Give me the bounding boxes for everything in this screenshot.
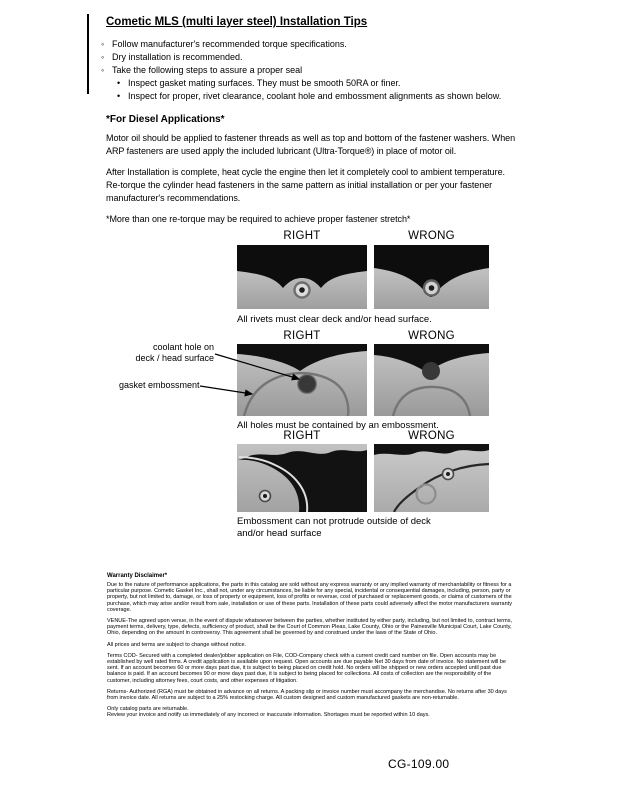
warranty-paragraph: All prices and terms are subject to change without notice.: [107, 641, 247, 648]
rivet-overlap-illustration: [374, 245, 489, 309]
rivet-center: [299, 287, 305, 293]
paragraph: After Installation is complete, heat cycle the engine then let it completely cool to ambient temperature. Re-torque the cylinder head fasteners in the same pattern as initial installation or per your fastener manufacturer's recommendations.: [106, 167, 505, 203]
coolant-hole: [422, 362, 440, 380]
warranty-paragraph: VENUE-The agreed upon venue, in the event of dispute whatsoever between the parties, whether instituted by either party, including, but not limited to, contract terms, payment terms, delivery, type, defects, sufficiency of product, shall be the Court of Common Pleas, Lake County, Ohio or the Painesville Municipal Court, Lake County, Ohio, depending on the amount in controversy. This agreement shall be governed by and construed under the laws of the State of Ohio.: [107, 618, 512, 637]
retorque-note: *More than one re-torque may be required to achieve proper fastener stretch*: [106, 214, 411, 224]
hole-contained-illustration: [237, 344, 367, 416]
page-title: Cometic MLS (multi layer steel) Installation Tips: [106, 16, 368, 28]
diesel-section-heading: *For Diesel Applications*: [106, 114, 225, 125]
page-number: CG-109.00: [388, 757, 450, 771]
wrong-column-header: WRONG: [408, 230, 455, 242]
list-item: [101, 51, 551, 64]
warranty-disclaimer: [107, 582, 513, 719]
tip-text: Inspect for proper, rivet clearance, coolant hole and embossment alignments as shown below.: [128, 91, 502, 101]
rivet-right-diagram: [237, 245, 367, 309]
gasket-embossment-label: gasket embossment: [119, 380, 200, 390]
left-border-rule: [87, 14, 89, 94]
diesel-section-body: [106, 132, 518, 234]
warranty-paragraph: Review your invoice and notify us immediately of any incorrect or inaccurate information. Shortages must be reported within 10 days.: [107, 712, 430, 719]
rivet-center: [429, 285, 435, 291]
warranty-paragraph: Only catalog parts are returnable.: [107, 706, 189, 713]
row3-caption: Embossment can not protrude outside of deck and/or head surface: [237, 516, 431, 539]
label-line: coolant hole on: [152, 342, 214, 352]
hole-outside-illustration: [374, 344, 489, 416]
list-item: [117, 90, 551, 103]
rivet-wrong-diagram: [374, 245, 489, 309]
tip-text: Take the following steps to assure a proper seal: [112, 65, 303, 75]
tip-text: Follow manufacturer's recommended torque specifications.: [112, 39, 347, 49]
wrong-column-header: WRONG: [408, 430, 455, 442]
embossment-inside-illustration: [237, 444, 367, 512]
tip-text: Dry installation is recommended.: [112, 52, 243, 62]
warranty-paragraph: Terms COD- Secured with a completed dealer/jobber application on File, COD-Company check with a current credit card number on file. Open accounts may be established by well rated firms. A credit application is available upon request. Open accounts are due payable Net 30 days from date of invoice. No statement will be sent. If an account becomes 60 or more days past due, it is subject to being placed on credit hold. No orders will be shipped or new orders accepted until past due balance is paid. If an account becomes 90 or more days past due, it is subject to being placed for collections. All costs of collection are the responsibility of the customer, including attorney fees, court costs, and other expenses of litigation.: [107, 652, 506, 684]
right-column-header: RIGHT: [283, 230, 321, 242]
paragraph: Motor oil should be applied to fastener threads as well as top and bottom of the fastener washers. When ARP fasteners are used apply the included lubricant (Ultra-Torque®) in place of motor oil.: [106, 133, 516, 156]
protrusion-wrong-diagram: [374, 444, 489, 512]
rivet-clear-illustration: [237, 245, 367, 309]
list-item: [101, 64, 551, 77]
label-line: deck / head surface: [135, 353, 214, 363]
list-item: [117, 77, 551, 90]
wrong-column-header: WRONG: [408, 330, 455, 342]
warranty-paragraph: Returns- Authorized (RGA) must be obtained in advance on all returns. A packing slip or invoice number must accompany the merchandise. No returns after 30 days from invoice date. All returns are subject to a 25% restocking charge. All custom designed and custom manufactured gaskets are non-returnable.: [107, 688, 507, 702]
bolt-hole-center: [263, 494, 267, 498]
tip-text: Inspect gasket mating surfaces. They must be smooth 50RA or finer.: [128, 78, 401, 88]
warranty-paragraph: Due to the nature of performance applications, the parts in this catalog are sold without any express warranty or any implied warranty of merchantability or fitness for a particular purpose. Cometic Gasket Inc., shall not, under any circumstances, be liable for any special, incidental or consequential damages, including, person, party or property, but not limited to, damage, or loss of property or equipment, loss of profits or revenue, cost of purchased or replacement goods, or claims of customers of the purchase, which may arise and/or result from sale, installation or use of these parts. Installation of these parts could adversely affect the motor manufacturers warranty coverage.: [107, 582, 512, 613]
warranty-heading: Warranty Disclaimer*: [107, 573, 168, 579]
right-column-header: RIGHT: [283, 430, 321, 442]
installation-tips-list: [101, 38, 551, 103]
embossment-right-diagram: [237, 344, 367, 416]
list-item: [101, 38, 551, 51]
row1-caption: All rivets must clear deck and/or head surface.: [237, 314, 432, 325]
embossment-protruding-illustration: [374, 444, 489, 512]
embossment-wrong-diagram: [374, 344, 489, 416]
bolt-hole-center: [446, 472, 450, 476]
right-column-header: RIGHT: [283, 330, 321, 342]
row2-caption: All holes must be contained by an embossment.: [237, 420, 439, 431]
coolant-hole-label: [118, 342, 214, 364]
protrusion-right-diagram: [237, 444, 367, 512]
